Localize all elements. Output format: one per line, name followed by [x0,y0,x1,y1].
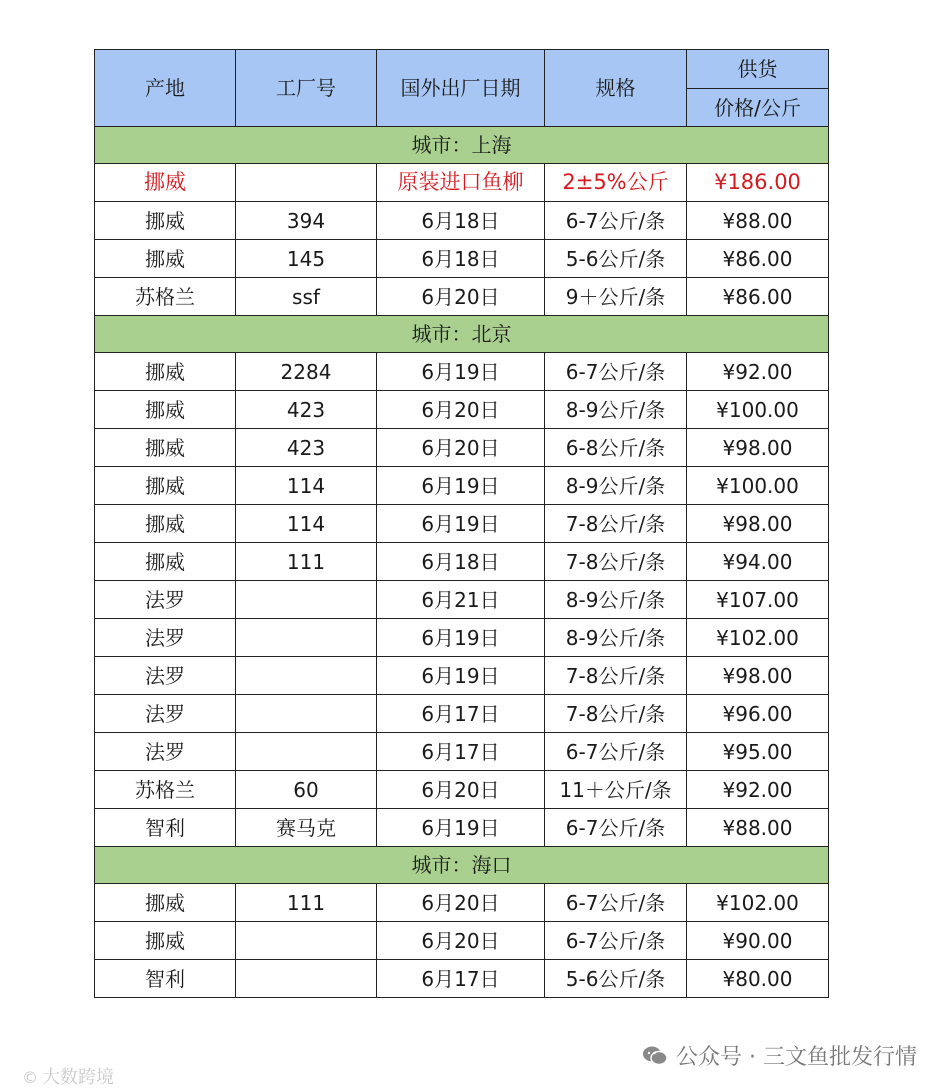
table-row [95,922,829,960]
cell-factory [236,960,377,998]
table-row [95,505,829,543]
city-label: 城市：北京 [95,316,829,353]
city-row [95,847,829,884]
cell-date: 6月18日 [377,240,545,278]
cell-factory: 423 [236,429,377,467]
cell-spec: 8-9公斤/条 [545,619,687,657]
cell-spec: 6-7公斤/条 [545,922,687,960]
cell-date: 6月19日 [377,619,545,657]
header-factory: 工厂号 [236,50,377,127]
cell-factory [236,581,377,619]
cell-date: 6月19日 [377,505,545,543]
cell-price: ¥98.00 [687,657,829,695]
cell-origin: 法罗 [95,733,236,771]
cell-origin: 挪威 [95,429,236,467]
cell-origin: 挪威 [95,505,236,543]
city-label: 城市：海口 [95,847,829,884]
cell-price: ¥80.00 [687,960,829,998]
cell-spec: 9＋公斤/条 [545,278,687,316]
cell-date: 6月20日 [377,884,545,922]
header-date: 国外出厂日期 [377,50,545,127]
cell-origin: 苏格兰 [95,771,236,809]
cell-date: 6月19日 [377,809,545,847]
cell-origin: 挪威 [95,164,236,202]
cell-spec: 5-6公斤/条 [545,960,687,998]
cell-origin: 挪威 [95,240,236,278]
cell-price: ¥100.00 [687,467,829,505]
table-row [95,202,829,240]
cell-price: ¥100.00 [687,391,829,429]
table-row [95,353,829,391]
table-row [95,960,829,998]
cell-price: ¥96.00 [687,695,829,733]
cell-origin: 挪威 [95,884,236,922]
cell-factory [236,695,377,733]
cell-date: 6月17日 [377,695,545,733]
cell-factory: 114 [236,505,377,543]
cell-factory: 2284 [236,353,377,391]
cell-price: ¥92.00 [687,771,829,809]
table-body [95,127,829,998]
table-row [95,240,829,278]
cell-date: 6月19日 [377,657,545,695]
cell-spec: 7-8公斤/条 [545,695,687,733]
cell-spec: 8-9公斤/条 [545,581,687,619]
cell-spec: 6-8公斤/条 [545,429,687,467]
cell-factory: 111 [236,543,377,581]
cell-spec: 6-7公斤/条 [545,733,687,771]
table-row [95,581,829,619]
cell-price: ¥98.00 [687,505,829,543]
cell-price: ¥88.00 [687,809,829,847]
cell-factory: 394 [236,202,377,240]
cell-date: 6月18日 [377,543,545,581]
cell-factory [236,657,377,695]
city-row [95,127,829,164]
table-row [95,278,829,316]
cell-factory: 60 [236,771,377,809]
cell-price: ¥102.00 [687,619,829,657]
wechat-icon [642,1045,668,1067]
cell-spec: 8-9公斤/条 [545,391,687,429]
table-row [95,467,829,505]
cell-price: ¥88.00 [687,202,829,240]
cell-factory [236,733,377,771]
cell-origin: 苏格兰 [95,278,236,316]
cell-date: 6月20日 [377,771,545,809]
cell-factory: 114 [236,467,377,505]
cell-price: ¥86.00 [687,240,829,278]
table-row [95,809,829,847]
cell-date: 6月18日 [377,202,545,240]
cell-price: ¥102.00 [687,884,829,922]
cell-price: ¥95.00 [687,733,829,771]
cell-origin: 智利 [95,809,236,847]
cell-spec: 5-6公斤/条 [545,240,687,278]
table-row [95,619,829,657]
cell-price: ¥90.00 [687,922,829,960]
cell-origin: 挪威 [95,467,236,505]
cell-origin: 挪威 [95,391,236,429]
cell-origin: 智利 [95,960,236,998]
city-label: 城市：上海 [95,127,829,164]
cell-price: ¥92.00 [687,353,829,391]
cell-spec: 6-7公斤/条 [545,809,687,847]
table-row [95,164,829,202]
cell-date: 6月20日 [377,278,545,316]
table-row [95,429,829,467]
cell-date: 6月21日 [377,581,545,619]
cell-origin: 法罗 [95,657,236,695]
cell-spec: 2±5%公斤 [545,164,687,202]
cell-spec: 6-7公斤/条 [545,353,687,391]
city-row [95,316,829,353]
cell-origin: 法罗 [95,619,236,657]
cell-factory: 赛马克 [236,809,377,847]
table-row [95,771,829,809]
table-row [95,391,829,429]
cell-price: ¥107.00 [687,581,829,619]
cell-origin: 挪威 [95,543,236,581]
cell-origin: 挪威 [95,353,236,391]
cell-date: 6月20日 [377,922,545,960]
cell-spec: 7-8公斤/条 [545,543,687,581]
cell-factory: 423 [236,391,377,429]
cell-origin: 法罗 [95,695,236,733]
cell-date: 6月19日 [377,467,545,505]
cell-spec: 6-7公斤/条 [545,202,687,240]
cell-origin: 挪威 [95,202,236,240]
table-row [95,733,829,771]
cell-date: 6月19日 [377,353,545,391]
cell-date: 6月17日 [377,733,545,771]
cell-price: ¥86.00 [687,278,829,316]
table-row [95,543,829,581]
header-supply: 供货 [687,50,829,89]
cell-origin: 挪威 [95,922,236,960]
cell-date: 原装进口鱼柳 [377,164,545,202]
cell-spec: 8-9公斤/条 [545,467,687,505]
watermark-right-text: 公众号 · 三文鱼批发行情 [676,1045,917,1070]
cell-factory: ssf [236,278,377,316]
cell-date: 6月20日 [377,429,545,467]
cell-date: 6月17日 [377,960,545,998]
cell-factory [236,164,377,202]
cell-spec: 6-7公斤/条 [545,884,687,922]
cell-price: ¥98.00 [687,429,829,467]
cell-factory: 111 [236,884,377,922]
table-header [95,50,829,127]
cell-price: ¥186.00 [687,164,829,202]
cell-factory: 145 [236,240,377,278]
cell-spec: 7-8公斤/条 [545,505,687,543]
watermark-right [642,1040,917,1071]
table-row [95,884,829,922]
table-row [95,695,829,733]
header-origin: 产地 [95,50,236,127]
watermark-left-text: 大数跨境 [42,1067,114,1088]
watermark-left [22,1063,114,1089]
price-table [94,49,829,998]
cell-origin: 法罗 [95,581,236,619]
cell-spec: 7-8公斤/条 [545,657,687,695]
cell-factory [236,619,377,657]
table-row [95,657,829,695]
cell-factory [236,922,377,960]
header-price: 价格/公斤 [687,89,829,127]
header-spec: 规格 [545,50,687,127]
cell-date: 6月20日 [377,391,545,429]
cell-price: ¥94.00 [687,543,829,581]
copyright-icon: © [22,1068,38,1087]
cell-spec: 11＋公斤/条 [545,771,687,809]
